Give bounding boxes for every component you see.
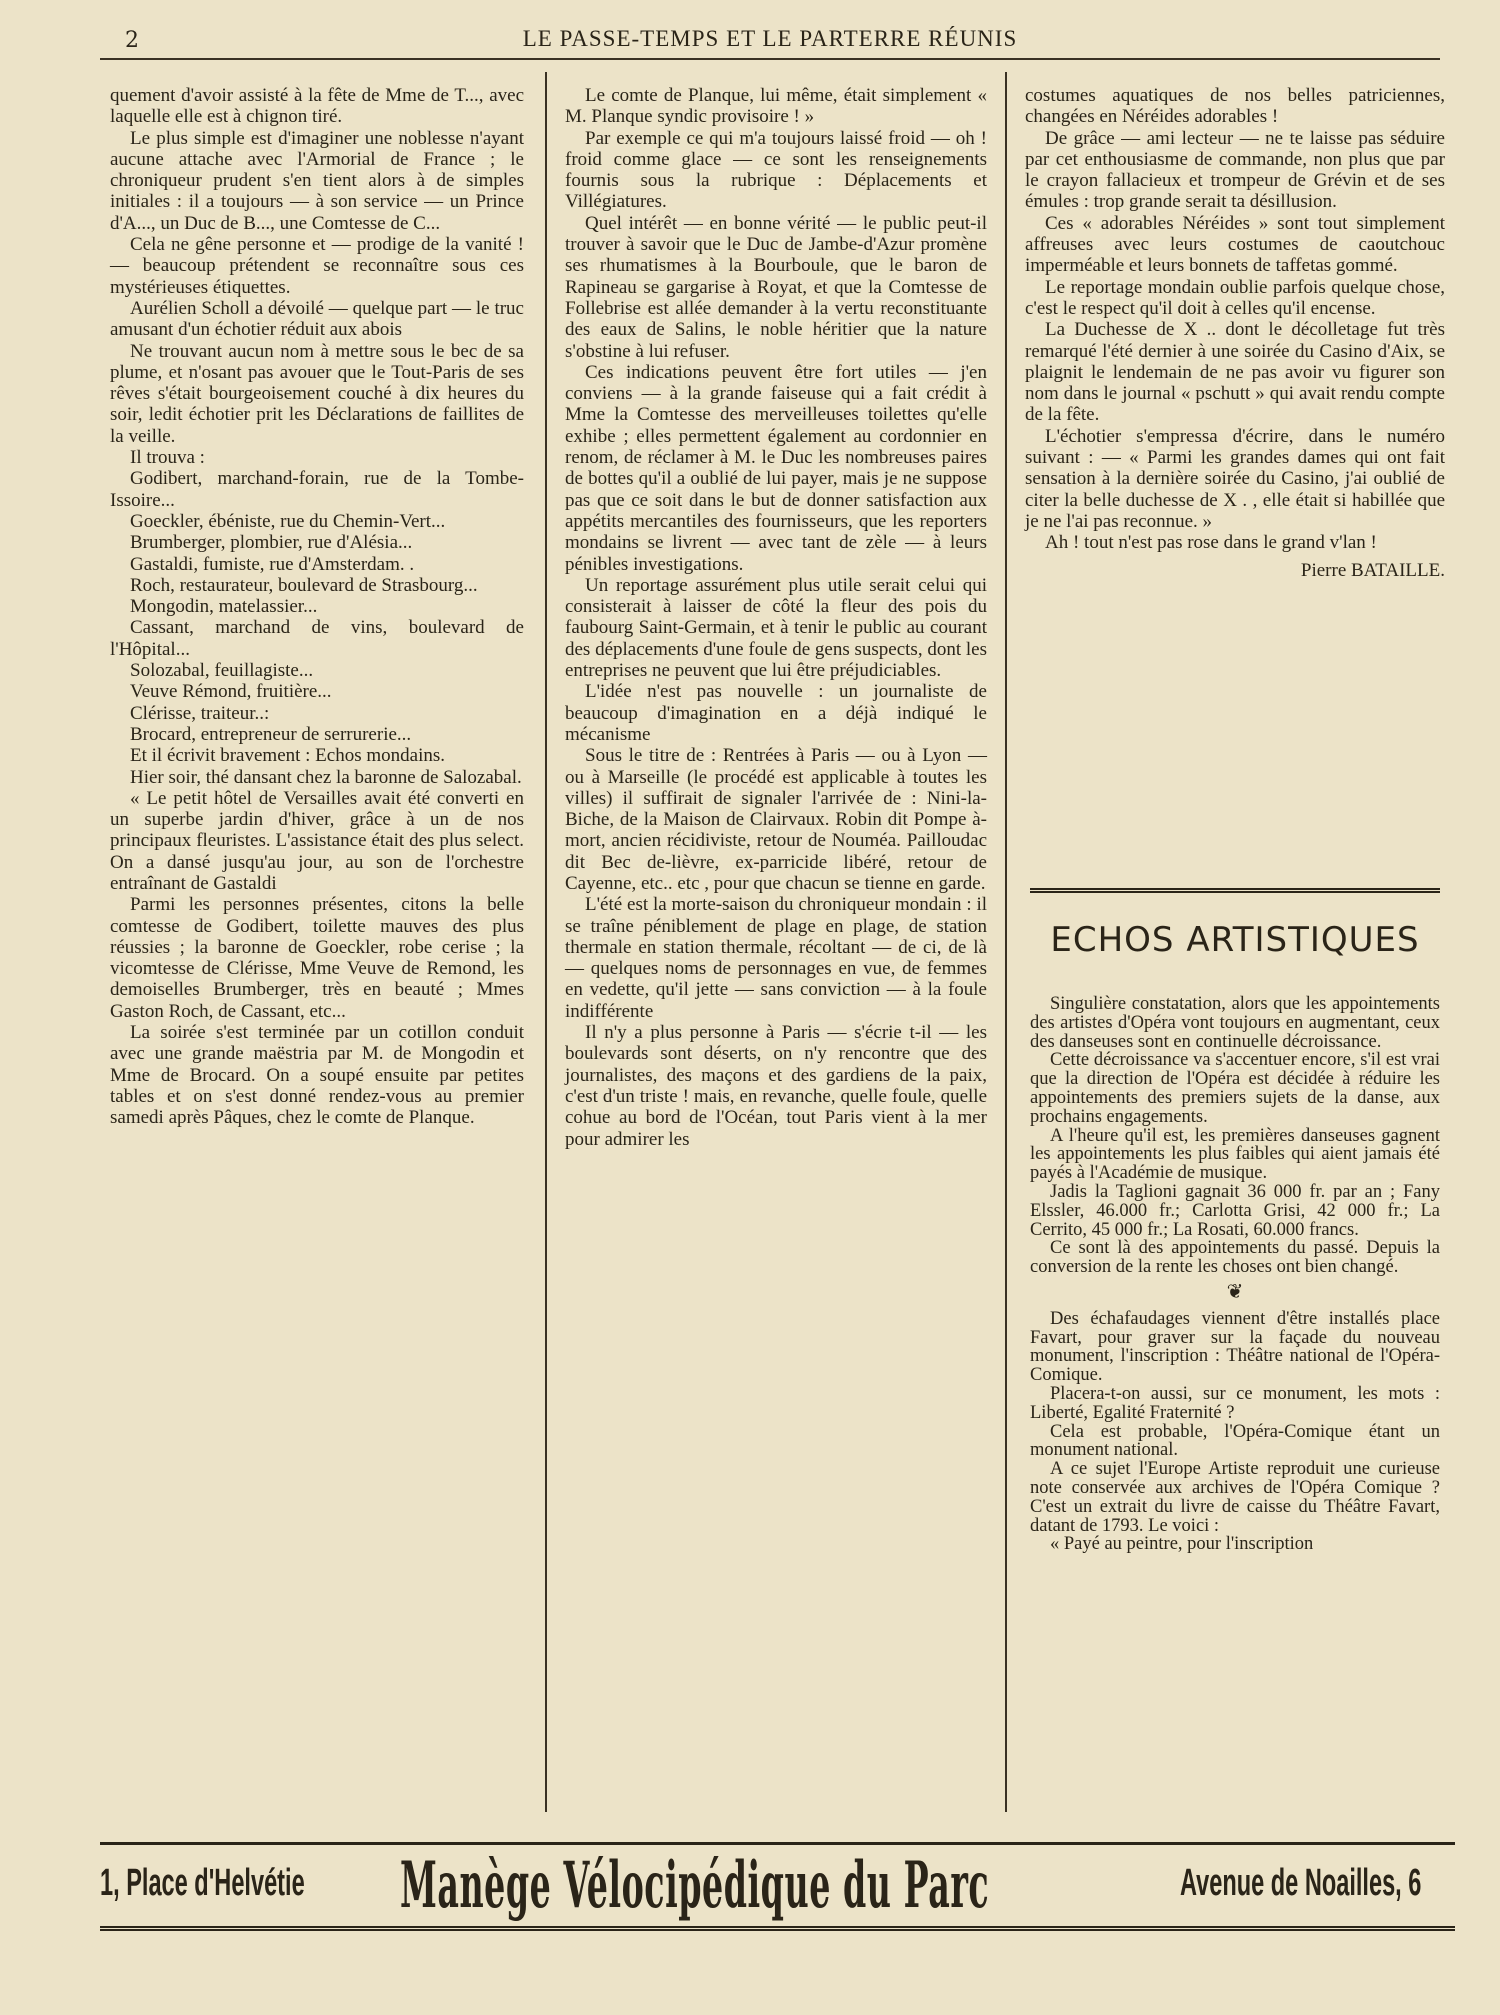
paragraph: Quel intérêt — en bonne vérité — le public peut-il trouver à savoir que le Duc de Jambe-d'Azur promène ses rhumatismes à la Bourboule, que le baron de Rapineau se gargarise à Royat, et que la Comtesse de Follebrise est allée demander à la vertu reconstituante des eaux de Salins, le noble héritier que la nature s'obstine à lui refuser. xyxy=(565,212,987,362)
paragraph: De grâce — ami lecteur — ne te laisse pas séduire par cet enthousiasme de commande, non plus que par le crayon fallacieux et trompeur de Grévin et de ses émules : trop grande serait ta désillusion. xyxy=(1025,127,1445,213)
list-item: Gastaldi, fumiste, rue d'Amsterdam. . xyxy=(130,553,415,575)
author-signature: Pierre BATAILLE. xyxy=(1300,559,1445,581)
paragraph: Cela est probable, l'Opéra-Comique étant un monument national. xyxy=(1030,1421,1440,1461)
paragraph: Parmi les personnes présentes, citons la belle comtesse de Godibert, toilette mauves des plus réussies ; la baronne de Goeckler, robe cerise ; la vicomtesse de Clérisse, Mme Veuve de Remond, les demoiselles Brumberger, très en beauté ; Mmes Gaston Roch, de Cassant, etc... xyxy=(110,894,524,1022)
paragraph: Ces indications peuvent être fort utiles — j'en conviens — à la grande faiseuse qui a fait crédit à Mme la Comtesse des merveilleuses toilettes qu'elle exhibe ; elles permettent également au cordonnier en renom, de réclamer à M. le Duc les nombreuses paires de bottes qu'il a oublié de lui payer, mais je ne suppose pas que ce soit dans le but de donner satisfaction aux appétits mercantiles des fournisseurs, que les reporters mondains se livrent — avec tant de zèle — à leurs pénibles investigations. xyxy=(565,361,987,575)
list-item: Cassant, marchand de vins, boulevard de l'Hôpital... xyxy=(110,617,524,660)
list-item: Solozabal, feuillagiste... xyxy=(130,660,314,682)
list-item: Roch, restaurateur, boulevard de Strasbourg... xyxy=(130,574,478,596)
paragraph: Ce sont là des appointements du passé. Depuis la conversion de la rente les choses ont bien changé. xyxy=(1030,1238,1440,1278)
list-item: Brocard, entrepreneur de serrurerie... xyxy=(130,723,412,745)
paragraph: A l'heure qu'il est, les premières danseuses gagnent les appointements les plus faibles qui aient jamais été payés à l'Académie de musique. xyxy=(1030,1125,1440,1184)
column-1 xyxy=(110,85,524,1129)
column-divider-2 xyxy=(1005,72,1007,1812)
paragraph: Cette décroissance va s'accentuer encore, s'il est vrai que la direction de l'Opéra est décidée à réduire les appointements des premiers sujets de la danse, aux prochains engagements. xyxy=(1030,1050,1440,1127)
paragraph: Ces « adorables Néréides » sont tout simplement affreuses avec leurs costumes de caoutchouc imperméable et leurs bonnets de taffetas gommé. xyxy=(1025,212,1445,277)
banner-address-right: Avenue de Noailles, 6 xyxy=(1180,1862,1422,1904)
banner-title: Manège Vélocipédique du Parc xyxy=(400,1848,990,1923)
page-header xyxy=(100,18,1440,60)
paragraph: Singulière constatation, alors que les appointements des artistes d'Opéra vont toujours en augmentant, ceux des danseuses sont en continuelle décroissance. xyxy=(1030,994,1440,1052)
paragraph: Le comte de Planque, lui même, était simplement « M. Planque syndic provisoire ! » xyxy=(565,85,987,128)
echos-artistiques-section xyxy=(1030,995,1440,1554)
paragraph: Cela ne gêne personne et — prodige de la vanité ! — beaucoup prétendent se reconnaître sous ces mystérieuses étiquettes. xyxy=(110,234,524,298)
paragraph: costumes aquatiques de nos belles patriciennes, changées en Néréides adorables ! xyxy=(1025,85,1445,128)
paragraph: « Payé au peintre, pour l'inscription xyxy=(1050,1534,1314,1555)
paragraph: Le reportage mondain oublie parfois quelque chose, c'est le respect qu'il doit à celles qu'il encense. xyxy=(1025,276,1445,319)
paragraph: quement d'avoir assisté à la fête de Mme de T..., avec laquelle elle est à chignon tiré. xyxy=(110,85,524,128)
list-item: Goeckler, ébéniste, rue du Chemin-Vert... xyxy=(130,510,446,532)
list-item: Clérisse, traiteur..: xyxy=(130,702,270,724)
paragraph: « Le petit hôtel de Versailles avait été converti en un superbe jardin d'hiver, grâce à un de nos principaux fleuristes. L'assistance était des plus select. On a dansé jusqu'au jour, au son de l'orchestre entraînant de Gastaldi xyxy=(110,787,524,894)
paragraph: Hier soir, thé dansant chez la baronne de Salozabal. xyxy=(130,766,522,788)
paragraph: La soirée s'est terminée par un cotillon conduit avec une grande maëstria par M. de Mongodin et Mme de Brocard. On a soupé ensuite par petites tables et on s'est donné rendez-vous au premier samedi après Pâques, chez le comte de Planque. xyxy=(110,1022,524,1129)
list-item: Veuve Rémond, fruitière... xyxy=(130,681,332,703)
list-item: Brumberger, plombier, rue d'Alésia... xyxy=(130,532,413,554)
advertisement-banner xyxy=(100,1848,1460,1923)
paragraph: Ah ! tout n'est pas rose dans le grand v'lan ! xyxy=(1045,532,1377,554)
paragraph: Le plus simple est d'imaginer une noblesse n'ayant aucune attache avec l'Armorial de France ; le chroniqueur prudent s'en tient alors à de simples initiales : il a toujours — à son service — un Prince d'A..., un Duc de B..., une Comtesse de C... xyxy=(110,127,524,234)
banner-rule-bottom xyxy=(100,1926,1455,1934)
paragraph: L'échotier s'empressa d'écrire, dans le numéro suivant : — « Parmi les grandes dames qui ont fait sensation à la dernière soirée du Casino, j'ai oublié de citer la belle duchesse de X . , elle était si habillée que je ne l'ai pas reconnue. » xyxy=(1025,425,1445,532)
masthead-title: LE PASSE-TEMPS ET LE PARTERRE RÉUNIS xyxy=(522,26,1018,51)
paragraph: Aurélien Scholl a dévoilé — quelque part — le truc amusant d'un échotier réduit aux abois xyxy=(110,297,524,341)
page-number: 2 xyxy=(125,28,139,53)
list-item: Godibert, marchand-forain, rue de la Tombe-Issoire... xyxy=(110,468,524,511)
paragraph: Placera-t-on aussi, sur ce monument, les mots : Liberté, Egalité Fraternité ? xyxy=(1030,1383,1440,1423)
column-divider-1 xyxy=(545,72,547,1812)
column-2 xyxy=(565,85,987,1150)
paragraph: La Duchesse de X .. dont le décolletage fut très remarqué l'été dernier à une soirée du Casino d'Aix, se plaignit le lendemain de ne pas avoir vu figurer son nom dans le journal « pschutt » qui avait rendu compte de la fête. xyxy=(1025,319,1445,426)
ornament-icon: ❦ xyxy=(1226,1280,1244,1303)
paragraph: Des échafaudages viennent d'être installés place Favart, pour graver sur la façade du nouveau monument, l'inscription : Théâtre national de l'Opéra-Comique. xyxy=(1030,1308,1440,1386)
paragraph: Jadis la Taglioni gagnait 36 000 fr. par an ; Fany Elssler, 46.000 fr.; Carlotta Grisi, 42 000 fr.; La Cerrito, 45 000 fr.; La Rosati, 60.000 francs. xyxy=(1030,1181,1440,1240)
paragraph: L'idée n'est pas nouvelle : un journaliste de beaucoup d'imagination en a déjà indiqué le mécanisme xyxy=(565,681,987,745)
section-title: ECHOS ARTISTIQUES xyxy=(1050,920,1420,960)
list-item: Mongodin, matelassier... xyxy=(130,596,318,618)
paragraph: L'été est la morte-saison du chroniqueur mondain : il se traîne péniblement de plage en plage, de station thermale en station thermale, récoltant — de ci, de là — quelques noms de personnages en vue, de femmes en vedette, qu'il jette — sans conviction — à la foule indifférente xyxy=(565,894,987,1022)
paragraph: Ne trouvant aucun nom à mettre sous le bec de sa plume, et n'osant pas avouer que le Tout-Paris de ses rêves s'était bourgeoisement couché à dix heures du soir, ledit échotier prit les Déclarations de faillites de la veille. xyxy=(110,340,524,447)
paragraph: Il trouva : xyxy=(130,447,205,469)
banner-address-left: 1, Place d'Helvétie xyxy=(100,1862,305,1904)
paragraph: Par exemple ce qui m'a toujours laissé froid — oh ! froid comme glace — ce sont les renseignements fournis sous la rubrique : Déplacements et Villégiatures. xyxy=(565,127,987,213)
header-rule xyxy=(100,58,1440,60)
section-rule xyxy=(1030,888,1440,896)
column-3 xyxy=(1025,85,1445,581)
paragraph: Un reportage assurément plus utile serait celui qui consisterait à laisser de côté la fleur des pois du faubourg Saint-Germain, et à tenir le public au courant des déplacements d'une foule de gens suspects, dont les entreprises ne peuvent que lui être préjudiciables. xyxy=(565,574,987,682)
paragraph: Et il écrivit bravement : Echos mondains. xyxy=(130,745,446,767)
banner-rule-top xyxy=(100,1842,1455,1845)
paragraph: A ce sujet l'Europe Artiste reproduit une curieuse note conservée aux archives de l'Opéra Comique ? C'est un extrait du livre de caisse du Théâtre Favart, datant de 1793. Le voici : xyxy=(1030,1459,1440,1536)
paragraph: Il n'y a plus personne à Paris — s'écrie t-il — les boulevards sont déserts, on n'y rencontre que des journalistes, des maçons et des gardiens de la paix, c'est d'un triste ! mais, en revanche, quelle foule, quelle cohue au bord de l'Océan, tout Paris vient à la mer pour admirer les xyxy=(565,1022,987,1150)
paragraph: Sous le titre de : Rentrées à Paris — ou à Lyon — ou à Marseille (le procédé est applicable à toutes les villes) il suffirait de signaler l'arrivée de : Nini-la-Biche, de la Maison de Clairvaux. Robin dit Pompe à-mort, ancien récidiviste, retour de Nouméa. Pailloudac dit Bec de-lièvre, ex-parricide libéré, retour de Cayenne, etc.. etc , pour que chacun se tienne en garde. xyxy=(565,745,987,894)
